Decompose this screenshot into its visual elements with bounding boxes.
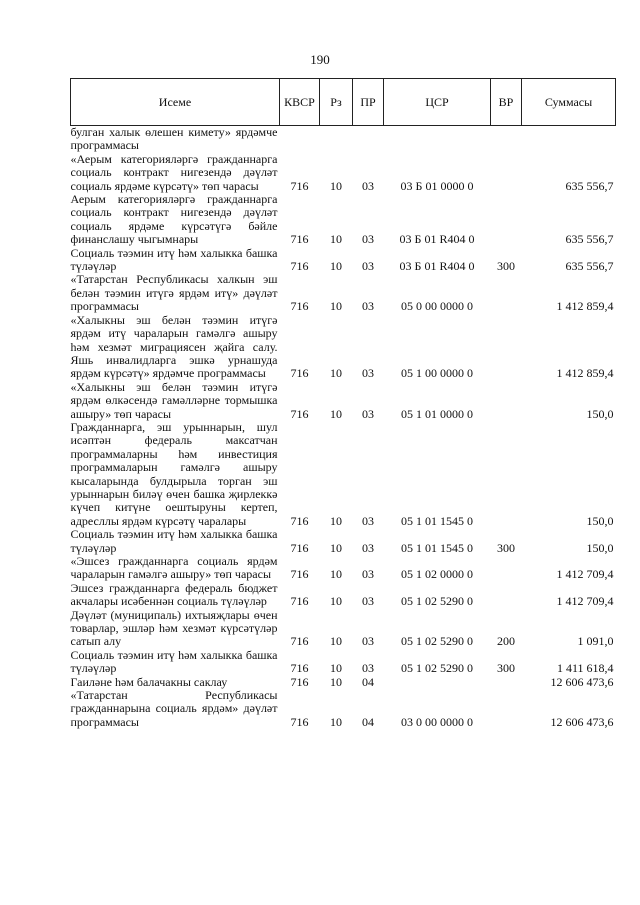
table-row	[71, 153, 616, 193]
cell-kvsr: 716	[290, 674, 309, 689]
cell-pr: 03	[362, 661, 374, 676]
cell-kvsr: 716	[290, 178, 309, 193]
cell-name: Социаль тәэмин итү һәм халыкка башка түләүләр	[70, 527, 278, 555]
cell-sum	[522, 126, 616, 153]
cell-rz: 10	[330, 232, 342, 247]
table-row	[71, 421, 616, 528]
cell-kvsr: 716	[290, 714, 309, 729]
header-sum: Суммасы	[522, 79, 616, 126]
cell-kvsr: 716	[290, 634, 309, 649]
cell-pr: 03	[362, 540, 374, 555]
cell-rz: 10	[330, 406, 342, 421]
cell-vr	[491, 153, 522, 193]
cell-name: «Халыкны эш белән тәэмин итүгә ярдәм итү чараларын гамәлгә ашыру һәм хезмәт миграциясен җайга салу. Яшь инвалидларга эшкә урнашуда ярдәм күрсәтү» ярдәмче программасы	[70, 312, 278, 381]
cell-pr: 04	[362, 674, 374, 689]
cell-name: «Эшсез гражданнарга социаль ярдәм чараларын гамәлгә ашыру» төп чарасы	[70, 554, 278, 582]
cell-kvsr: 716	[290, 366, 309, 381]
cell-pr: 04	[362, 714, 374, 729]
cell-kvsr	[280, 126, 320, 153]
cell-rz	[320, 126, 353, 153]
cell-name: Дәүләт (муниципаль) ихтыяҗлары өчен товарлар, эшләр һәм хезмәт күрсәтүләр сатып алу	[70, 607, 278, 649]
cell-csr: 05 1 02 5290 0	[401, 634, 473, 649]
cell-name: булган халык өлешен кимету» ярдәмче программасы	[70, 125, 278, 153]
cell-name: «Аерым категорияләргә гражданнарга социаль контракт нигезендә дәүләт социаль ярдәме күрсәтү» төп чарасы	[70, 151, 278, 193]
cell-vr	[491, 555, 522, 582]
cell-rz: 10	[330, 178, 342, 193]
cell-name: Эшсез гражданнарга федераль бюджет акчалары исәбеннән социаль түләүләр	[70, 580, 278, 609]
cell-csr: 05 1 02 0000 0	[401, 567, 473, 582]
cell-kvsr: 716	[290, 567, 309, 582]
cell-rz: 10	[330, 513, 342, 528]
cell-kvsr: 716	[290, 661, 309, 676]
cell-rz: 10	[330, 674, 342, 689]
cell-csr: 05 1 02 5290 0	[401, 594, 473, 609]
table-header-row	[71, 79, 616, 126]
cell-kvsr: 716	[290, 594, 309, 609]
cell-sum: 1 412 709,4	[556, 594, 614, 609]
table-row	[71, 381, 616, 421]
cell-csr: 05 1 02 5290 0	[401, 661, 473, 676]
cell-pr	[353, 126, 384, 153]
cell-rz: 10	[330, 366, 342, 381]
cell-sum: 1 412 859,4	[556, 299, 614, 314]
cell-rz: 10	[330, 661, 342, 676]
cell-csr: 05 1 00 0000 0	[401, 366, 473, 381]
table-row	[71, 193, 616, 247]
cell-rz: 10	[330, 567, 342, 582]
cell-rz: 10	[330, 714, 342, 729]
cell-csr	[384, 126, 491, 153]
cell-csr: 05 1 01 1545 0	[401, 540, 473, 555]
cell-vr	[491, 421, 522, 528]
table-row	[71, 582, 616, 609]
cell-sum: 12 606 473,6	[550, 674, 614, 689]
table-body	[71, 126, 616, 730]
cell-pr: 03	[362, 513, 374, 528]
table-row	[71, 689, 616, 729]
cell-vr	[491, 273, 522, 313]
table-row	[71, 126, 616, 153]
cell-name: Гаиләне һәм балачакны саклау	[70, 674, 228, 689]
cell-kvsr: 716	[290, 259, 309, 274]
cell-csr: 03 Б 01 0000 0	[400, 178, 474, 193]
cell-vr	[491, 689, 522, 729]
cell-sum: 12 606 473,6	[550, 714, 614, 729]
cell-kvsr: 716	[290, 299, 309, 314]
cell-vr: 200	[497, 634, 515, 649]
header-kvsr: КВСР	[280, 79, 320, 126]
cell-vr	[491, 582, 522, 609]
cell-csr: 03 Б 01 R404 0	[399, 232, 475, 247]
table-row	[71, 649, 616, 676]
cell-rz: 10	[330, 299, 342, 314]
page-number: 190	[310, 52, 330, 67]
header-csr: ЦСР	[384, 79, 491, 126]
cell-csr: 05 0 00 0000 0	[401, 299, 473, 314]
cell-sum: 1 412 859,4	[556, 366, 614, 381]
cell-name: Аерым категорияләргә гражданнарга социаль контракт нигезендә дәүләт социаль ярдәме күрсәтүгә бәйле финанслашу чыгымнары	[70, 192, 278, 247]
cell-kvsr: 716	[290, 513, 309, 528]
cell-sum: 150,0	[586, 540, 614, 555]
cell-vr	[491, 314, 522, 381]
cell-name: «Татарстан Республикасы гражданнарына социаль ярдәм» дәүләт программасы	[70, 688, 278, 729]
cell-kvsr: 716	[290, 406, 309, 421]
cell-csr: 05 1 01 1545 0	[401, 513, 473, 528]
cell-csr: 03 Б 01 R404 0	[399, 259, 475, 274]
cell-vr	[491, 676, 522, 689]
cell-pr: 03	[362, 259, 374, 274]
table-row	[71, 528, 616, 555]
cell-rz: 10	[330, 634, 342, 649]
header-name: Исеме	[71, 79, 280, 126]
cell-pr: 03	[362, 366, 374, 381]
cell-csr: 03 0 00 0000 0	[401, 714, 473, 729]
cell-vr	[491, 126, 522, 153]
header-vr: ВР	[491, 79, 522, 126]
table-row	[71, 609, 616, 649]
cell-vr: 300	[497, 259, 515, 274]
budget-table	[70, 78, 616, 729]
cell-pr: 03	[362, 299, 374, 314]
cell-sum: 635 556,7	[565, 232, 614, 247]
cell-sum: 1 091,0	[577, 634, 614, 649]
cell-name: Социаль тәэмин итү һәм халыкка башка түләүләр	[70, 245, 278, 274]
cell-sum: 150,0	[586, 406, 614, 421]
cell-rz: 10	[330, 259, 342, 274]
cell-vr	[491, 193, 522, 247]
cell-name: Социаль тәэмин итү һәм халыкка башка түләүләр	[70, 647, 278, 676]
cell-sum: 1 412 709,4	[556, 567, 614, 582]
cell-name: «Татарстан Республикасы халкын эш белән тәэмин итүгә ярдәм итү» дәүләт программасы	[70, 272, 278, 314]
table-row	[71, 273, 616, 313]
cell-name: Гражданнарга, эш урыннарын, шул исәптән федераль максатчан программаларны һәм инвестиция программаларын гамәлгә ашыру кысаларында булдырыла торган эш урыннарын биләү өчен башка җирлеккә күчеп китүне оештыруны кертеп, адресллы ярдәм күрсәтү чаралары	[70, 419, 278, 528]
cell-pr: 03	[362, 406, 374, 421]
cell-pr: 03	[362, 634, 374, 649]
cell-name: «Халыкны эш белән тәэмин итүгә ярдәм өлкәсендә гамәлләрне тормышка ашыру» төп чарасы	[70, 379, 278, 421]
table-row	[71, 555, 616, 582]
cell-sum: 635 556,7	[565, 259, 614, 274]
table-row	[71, 314, 616, 381]
cell-vr: 300	[497, 661, 515, 676]
cell-csr: 05 1 01 0000 0	[401, 406, 473, 421]
cell-kvsr: 716	[290, 540, 309, 555]
cell-pr: 03	[362, 594, 374, 609]
cell-vr	[491, 381, 522, 421]
cell-pr: 03	[362, 567, 374, 582]
header-pr: ПР	[353, 79, 384, 126]
cell-rz: 10	[330, 594, 342, 609]
cell-sum: 635 556,7	[565, 178, 614, 193]
table-row	[71, 247, 616, 274]
cell-csr	[384, 676, 491, 689]
cell-vr: 300	[497, 540, 515, 555]
cell-sum: 1 411 618,4	[556, 661, 614, 676]
cell-sum: 150,0	[586, 513, 614, 528]
table-row	[71, 676, 616, 689]
header-rz: Рз	[320, 79, 353, 126]
cell-kvsr: 716	[290, 232, 309, 247]
cell-pr: 03	[362, 232, 374, 247]
cell-pr: 03	[362, 178, 374, 193]
cell-rz: 10	[330, 540, 342, 555]
